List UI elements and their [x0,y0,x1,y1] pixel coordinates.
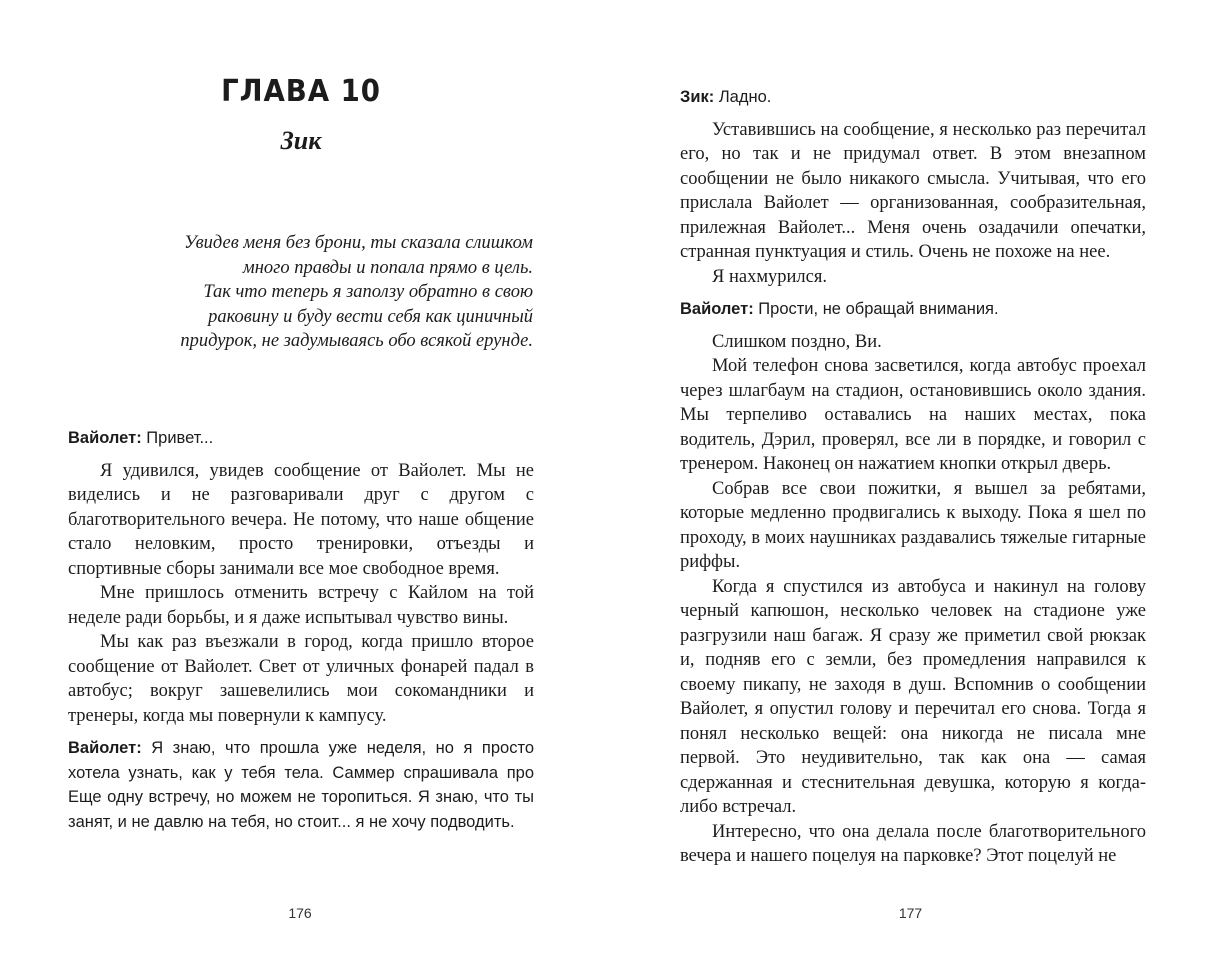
epigraph-line: Так что теперь я заползу обратно в свою [203,282,533,302]
paragraph: Собрав все свои пожитки, я вышел за ребятами, которые медленно продвигались к выходу. Пока я шел по проходу, в моих наушниках раздавались тяжелые гитарные риффы. [680,478,1146,572]
right-body-text [680,85,1146,869]
message-speaker: Вайолет: [68,429,142,447]
epigraph-line: раковину и буду вести себя как циничный [208,306,533,327]
message-text: Я знаю, что прошла уже неделя, но я просто хотела узнать, как у тебя тела. Саммер спрашивала про Еще одну встречу, но можем не торопиться. Я знаю, что ты занят, и не давлю на тебя, но стоит... я не хочу подводить. [68,739,534,831]
page-number: 176 [288,905,312,921]
chapter-subtitle: Зик [280,126,322,155]
message-speaker: Зик: [680,88,715,106]
message-text: Прости, не обращай внимания. [753,300,999,318]
epigraph-line: Увидев меня без брони, ты сказала слишком [184,233,533,253]
paragraph: Мой телефон снова засветился, когда автобус проехал через шлагбаум на стадион, остановившись около здания. Мы терпеливо оставались на наших местах, пока водитель, Дэрил, проверял, все ли в порядке, и говорил с тренером. Наконец он нажатием кнопки открыл дверь. [680,356,1146,474]
left-body-text [68,426,534,842]
paragraph: Уставившись на сообщение, я несколько раз перечитал его, но так и не придумал ответ. В этом внезапном сообщении не было никакого смысла. Учитывая, что его прислала Вайолет — организованная, сообразительная, прилежная Вайолет... Меня очень озадачили опечатки, странная пунктуация и стиль. Очень не похоже на нее. [680,119,1146,262]
epigraph-line: много правды и попала прямо в цель. [242,257,533,278]
paragraph: Мне пришлось отменить встречу с Кайлом на той неделе ради борьбы, и я даже испытывал чувство вины. [68,583,534,628]
paragraph: Я нахмурился. [712,266,828,287]
message-text: Привет... [141,429,214,447]
right-page [607,0,1214,971]
message-text: Ладно. [714,88,772,106]
page-number: 177 [898,905,923,921]
message-speaker: Вайолет: [68,739,142,757]
text-message [68,426,534,451]
paragraph: Интересно, что она делала после благотворительного вечера и нашего поцелуя на парковке? Этот поцелуй не [680,821,1146,866]
message-speaker: Вайолет: [680,300,754,318]
text-message [68,736,534,834]
chapter-title: ГЛАВА 10 [221,74,381,109]
paragraph: Мы как раз въезжали в город, когда пришло второе сообщение от Вайолет. Свет от уличных фонарей падал в автобус; вокруг зашевелились мои сокомандники и тренеры, когда мы повернули к кампусу. [68,632,534,726]
epigraph-line: придурок, не задумываясь обо всякой ерунде. [180,331,533,351]
text-message [680,85,1146,110]
paragraph: Слишком поздно, Ви. [712,331,882,352]
paragraph: Когда я спустился из автобуса и накинул на голову черный капюшон, несколько человек на стадионе уже разгрузили наш багаж. Я сразу же приметил свой рюкзак и, подняв его с земли, без промедления направился к своему пикапу, не заходя в душ. Вспомнив о сообщении Вайолет, я опустил голову и перечитал его снова. Тогда я понял несколько вещей: она никогда не писала мне первой. Это неудивительно, так как она — самая сдержанная и стеснительная девушка, которую я когда-либо встречал. [680,576,1146,817]
text-message [680,297,1146,322]
paragraph: Я удивился, увидев сообщение от Вайолет. Мы не виделись и не разговаривали друг с другом с благотворительного вечера. Не потому, что наше общение стало неловким, просто тренировки, отъезды и спортивные сборы занимали все мое свободное время. [68,460,534,579]
epigraph [120,231,533,354]
